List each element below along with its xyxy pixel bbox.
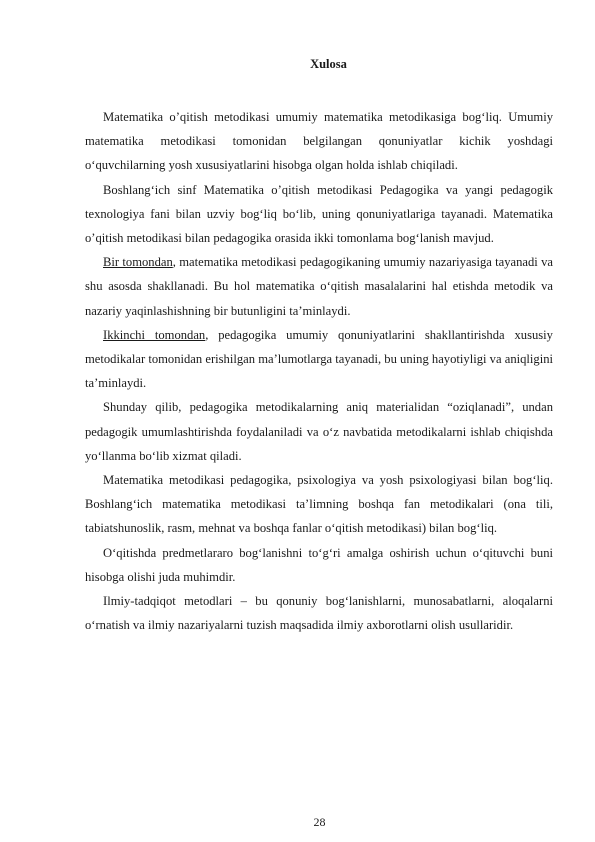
paragraph-1: Matematika o’qitish metodikasi umumiy matematika metodikasiga bog‘liq. Umumiy matematika metodikasi tomonidan belgilangan qonuniyatlar kichik yoshdagi o‘quvchilarning yosh xususiyatlarini hisobga olgan holda ishlab chiqiladi.	[85, 110, 553, 173]
page-title: Xulosa	[310, 57, 347, 71]
paragraph-text: , pedagogika umumiy qonuniyatlarini shakllantirishda xususiy metodikalar tomonidan erishilgan ma’lumotlarga tayanadi, bu uning hayotiyligi va aniqligini ta’minlaydi.	[85, 327, 553, 391]
underlined-lead: Ikkinchi tomondan	[103, 327, 206, 342]
paragraph-6: Matematika metodikasi pedagogika, psixologiya va yosh psixologiyasi bilan bog‘liq. Boshlang‘ich matematika metodikasi ta’limning boshqa fan metodikalari (ona tili, tabiatshunoslik, rasm, mehnat va boshqa fanlar o‘qitish metodikasi) bilan bog‘liq.	[85, 473, 553, 536]
paragraph-4	[85, 323, 553, 396]
paragraph-8: Ilmiy-tadqiqot metodlari – bu qonuniy bog‘lanishlarni, munosabatlarni, aloqalarni o‘rnatish va ilmiy nazariyalarni tuzish maqsadida ilmiy axborotlarni olish usullaridir.	[85, 594, 553, 633]
paragraph-2: Boshlang‘ich sinf Matematika o’qitish metodikasi Pedagogika va yangi pedagogik texnologiya fani bilan uzviy bog‘liq bo‘lib, uning qonuniyatlariga tayanadi. Matematika o’qitish metodikasi bilan pedagogika orasida ikki tomonlama bog‘lanish mavjud.	[85, 182, 553, 246]
paragraph-7: O‘qitishda predmetlararo bog‘lanishni to‘g‘ri amalga oshirish uchun o‘qituvchi buni hisobga olishi juda muhimdir.	[85, 545, 553, 584]
paragraph-5: Shunday qilib, pedagogika metodikalarning aniq materialidan “oziqlanadi”, undan pedagogik umumlashtirishda foydalaniladi va o‘z navbatida metodikalarni ishlab chiqishda yo‘llanma bo‘lib xizmat qiladi.	[85, 400, 553, 463]
paragraph-3	[85, 250, 553, 323]
document-body	[85, 105, 553, 637]
underlined-lead: Bir tomondan	[103, 255, 173, 270]
paragraph-text: , matematika metodikasi pedagogikaning umumiy nazariyasiga tayanadi va shu asosda shakllanadi. Bu hol matematika o‘qitish masalalarini hal etishda metodik va nazariy yaqinlashishning bir butunligini ta’minlaydi.	[85, 255, 553, 318]
page-number: 28	[313, 815, 326, 829]
